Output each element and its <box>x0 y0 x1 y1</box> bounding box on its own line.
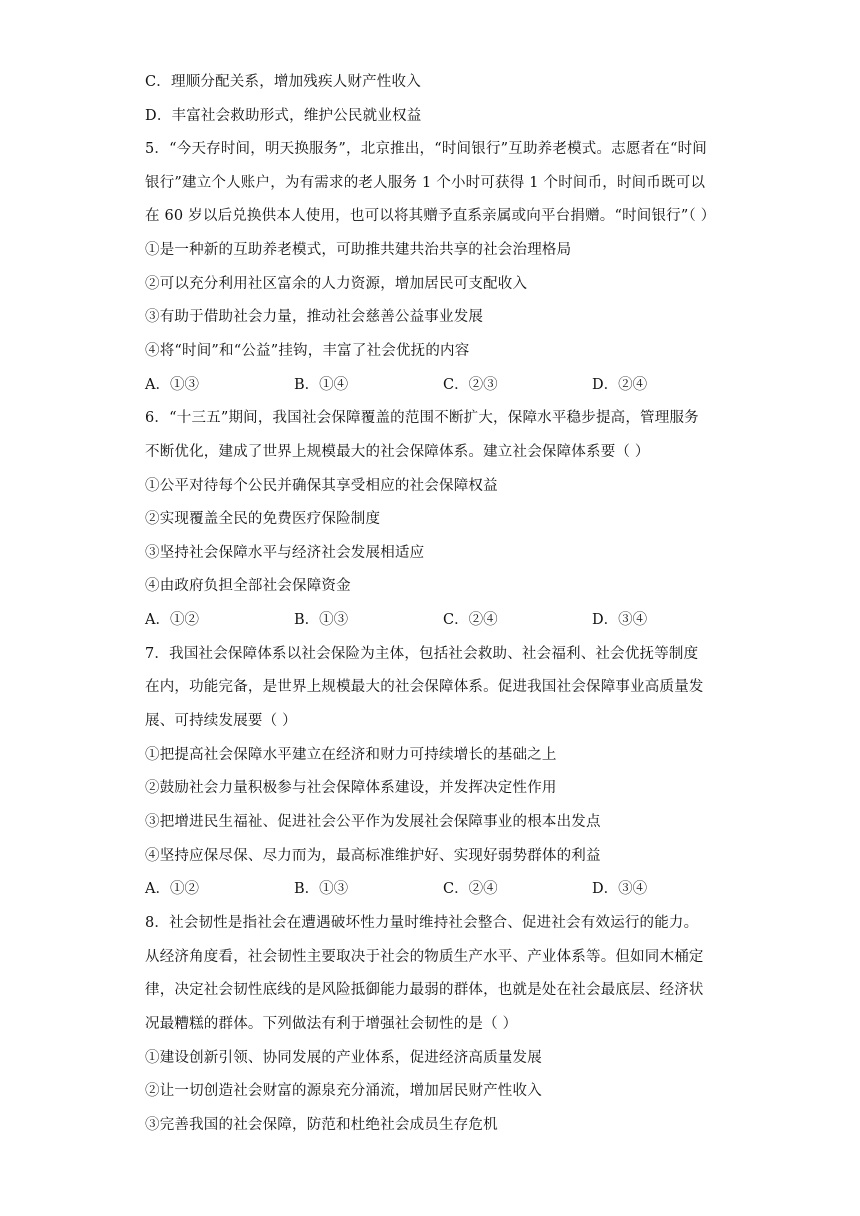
q6-option-b: B．①③ <box>294 612 349 628</box>
q6-options <box>145 604 725 637</box>
q7-item-4: ④坚持应保尽保、尽力而为，最高标准维护好、实现好弱势群体的利益 <box>145 848 601 864</box>
q4-option-d: D．丰富社会救助形式，维护公民就业权益 <box>145 108 422 124</box>
q8-stem-line-1: 8．社会韧性是指社会在遭遇破坏性力量时维持社会整合、促进社会有效运行的能力。 <box>145 915 699 931</box>
q5-item-4: ④将“时间”和“公益”挂钩，丰富了社会优抚的内容 <box>145 343 470 359</box>
q7-stem-line-2: 在内，功能完备，是世界上规模最大的社会保障体系。促进我国社会保障事业高质量发 <box>145 679 704 695</box>
q6-item-3: ③坚持社会保障水平与经济社会发展相适应 <box>145 545 425 561</box>
q5-item-3: ③有助于借助社会力量，推动社会慈善公益事业发展 <box>145 309 484 325</box>
q8-stem-line-3: 律，决定社会韧性底线的是风险抵御能力最弱的群体，也就是处在社会最底层、经济状 <box>145 982 704 998</box>
q6-item-4: ④由政府负担全部社会保障资金 <box>145 578 351 594</box>
q5-item-1: ①是一种新的互助养老模式，可助推共建共治共享的社会治理格局 <box>145 242 572 258</box>
q5-stem-line-2: 银行”建立个人账户，为有需求的老人服务 1 个小时可获得 1 个时间币，时间币既可以 <box>145 175 706 191</box>
q5-stem-line-1: 5．“今天存时间，明天换服务”，北京推出，“时间银行”互助养老模式。志愿者在“时间 <box>145 141 707 157</box>
q7-option-b: B．①③ <box>294 881 349 897</box>
q5-options <box>145 369 725 402</box>
q7-option-a: A．①② <box>145 881 199 897</box>
q8-stem-line-4: 况最糟糕的群体。下列做法有利于增强社会韧性的是（ ） <box>145 1016 518 1032</box>
q5-option-d: D．②④ <box>592 377 648 393</box>
q7-item-2: ②鼓励社会力量积极参与社会保障体系建设，并发挥决定性作用 <box>145 780 557 796</box>
q5-option-b: B．①④ <box>294 377 349 393</box>
q8-item-1: ①建设创新引领、协同发展的产业体系，促进经济高质量发展 <box>145 1050 542 1066</box>
q8-item-2: ②让一切创造社会财富的源泉充分涌流，增加居民财产性收入 <box>145 1083 542 1099</box>
q7-options <box>145 873 725 906</box>
q7-item-1: ①把提高社会保障水平建立在经济和财力可持续增长的基础之上 <box>145 747 557 763</box>
q6-item-1: ①公平对待每个公民并确保其享受相应的社会保障权益 <box>145 478 498 494</box>
q5-stem-line-3: 在 60 岁以后兑换供本人使用，也可以将其赠予直系亲属或向平台捐赠。“时间银行”（ ） <box>145 208 716 224</box>
q6-stem-line-1: 6．“十三五”期间，我国社会保障覆盖的范围不断扩大，保障水平稳步提高，管理服务 <box>145 410 699 426</box>
q6-option-d: D．③④ <box>592 612 648 628</box>
q6-option-c: C．②④ <box>443 612 498 628</box>
q5-option-c: C．②③ <box>443 377 498 393</box>
q4-option-c: C．理顺分配关系，增加残疾人财产性收入 <box>145 74 421 90</box>
q5-option-a: A．①③ <box>145 377 199 393</box>
q7-stem-line-1: 7．我国社会保障体系以社会保险为主体，包括社会救助、社会福利、社会优抚等制度 <box>145 646 699 662</box>
q7-option-c: C．②④ <box>443 881 498 897</box>
q7-item-3: ③把增进民生福祉、促进社会公平作为发展社会保障事业的根本出发点 <box>145 814 601 830</box>
q6-stem-line-2: 不断优化，建成了世界上规模最大的社会保障体系。建立社会保障体系要（ ） <box>145 444 650 460</box>
q5-item-2: ②可以充分利用社区富余的人力资源，增加居民可支配收入 <box>145 276 528 292</box>
q6-item-2: ②实现覆盖全民的免费医疗保险制度 <box>145 511 381 527</box>
q7-stem-line-3: 展、可持续发展要（ ） <box>145 713 297 729</box>
q8-item-3: ③完善我国的社会保障，防范和杜绝社会成员生存危机 <box>145 1117 498 1133</box>
q7-option-d: D．③④ <box>592 881 648 897</box>
q6-option-a: A．①② <box>145 612 199 628</box>
q8-stem-line-2: 从经济角度看，社会韧性主要取决于社会的物质生产水平、产业体系等。但如同木桶定 <box>145 949 704 965</box>
